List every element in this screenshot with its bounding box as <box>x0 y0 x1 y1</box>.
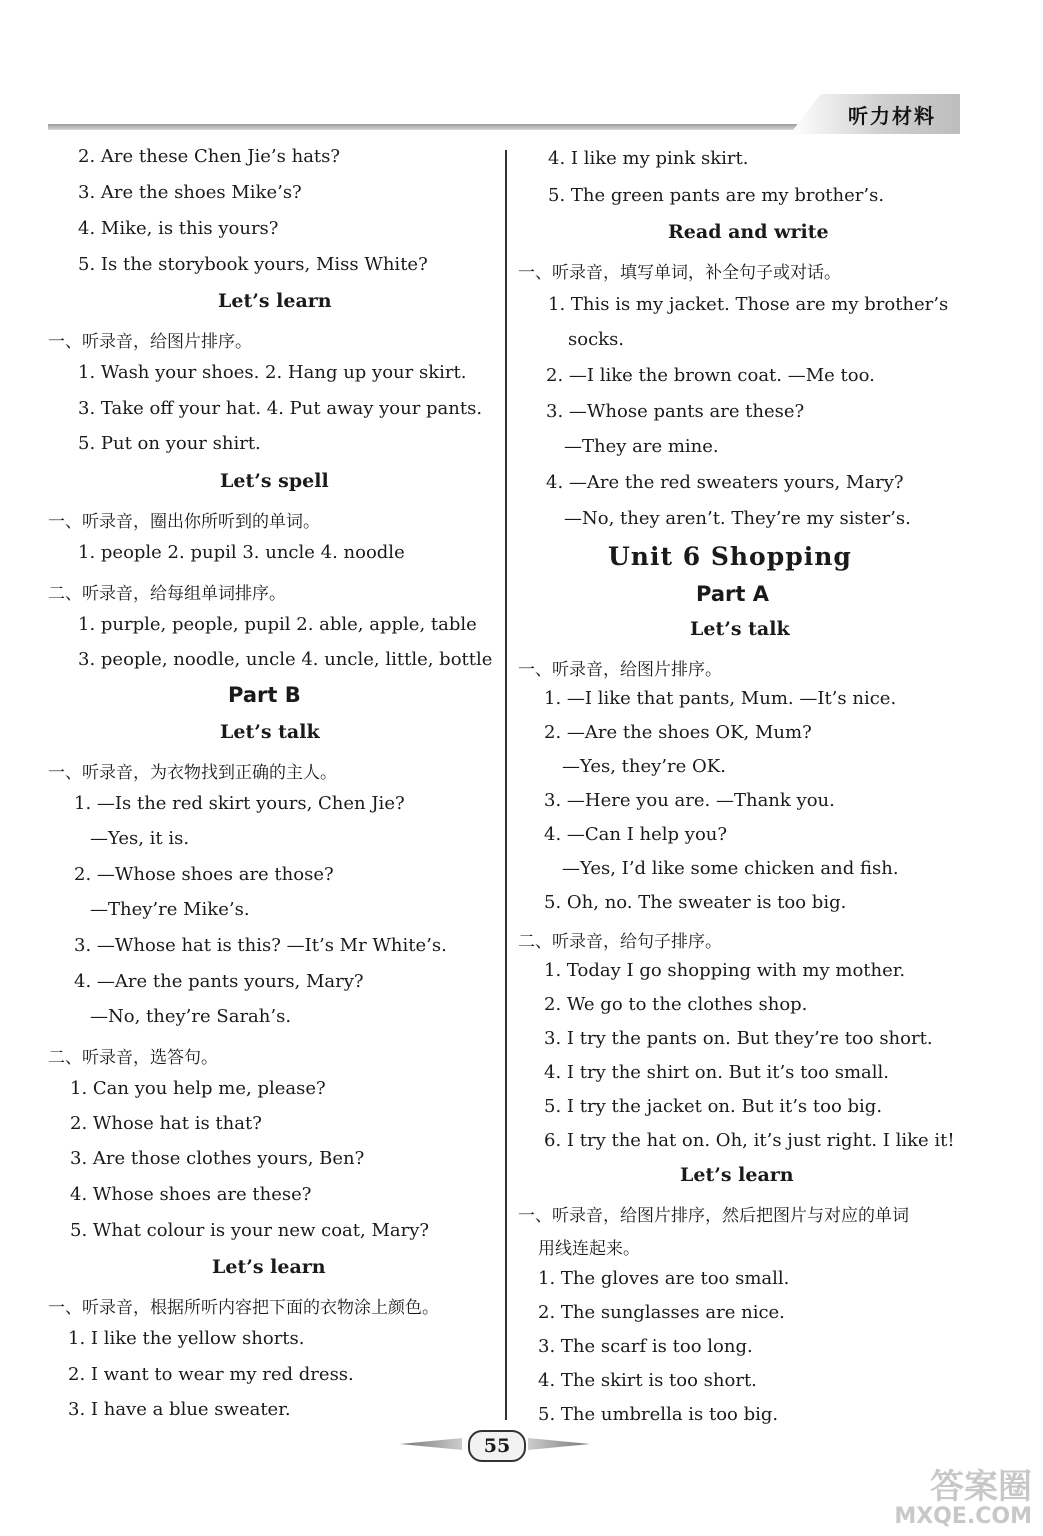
line: 1. Wash your shoes. 2. Hang up your skirt. <box>78 362 467 383</box>
line: —No, they aren’t. They’re my sister’s. <box>564 508 911 529</box>
instruction: 一、听录音，圈出你所听到的单词。 <box>48 512 320 532</box>
line: 3. Are the shoes Mike’s? <box>78 182 302 203</box>
instruction: 一、听录音，给图片排序。 <box>48 332 252 352</box>
section-heading: Let’s learn <box>680 1164 794 1186</box>
header-rule <box>48 124 808 130</box>
line: 1. I like the yellow shorts. <box>68 1328 305 1349</box>
line: 3. Take off your hat. 4. Put away your pants. <box>78 398 483 419</box>
line: 5. Oh, no. The sweater is too big. <box>544 892 847 913</box>
section-heading: Read and write <box>668 221 829 243</box>
ornament-left-icon <box>400 1438 462 1450</box>
line: 2. —Whose shoes are those? <box>74 864 334 885</box>
line: 3. The scarf is too long. <box>538 1336 753 1357</box>
line: 1. —Is the red skirt yours, Chen Jie? <box>74 793 405 814</box>
line: 5. Put on your shirt. <box>78 433 261 454</box>
line: 6. I try the hat on. Oh, it’s just right. I like it! <box>544 1130 955 1151</box>
column-divider <box>505 150 507 1420</box>
instruction: 用线连起来。 <box>538 1239 640 1259</box>
section-heading: Let’s learn <box>212 1256 326 1278</box>
line: 5. What colour is your new coat, Mary? <box>70 1220 430 1241</box>
ornament-right-icon <box>528 1438 590 1450</box>
instruction: 一、听录音，给图片排序，然后把图片与对应的单词 <box>518 1206 909 1226</box>
line: 1. Today I go shopping with my mother. <box>544 960 906 981</box>
instruction: 二、听录音，给每组单词排序。 <box>48 584 286 604</box>
watermark-sub: MXQE.COM <box>894 1504 1032 1529</box>
page-header-title: 听力材料 <box>848 104 936 128</box>
line: 3. —Whose hat is this? —It’s Mr White’s. <box>74 935 447 956</box>
watermark-logo <box>862 1467 1032 1530</box>
line: 2. —I like the brown coat. —Me too. <box>546 365 875 386</box>
line: —Yes, they’re OK. <box>562 756 726 777</box>
line: 1. This is my jacket. Those are my brother’s <box>548 294 949 315</box>
line: 5. Is the storybook yours, Miss White? <box>78 254 428 275</box>
line: 1. people 2. pupil 3. uncle 4. noodle <box>78 542 405 563</box>
line: 5. I try the jacket on. But it’s too big. <box>544 1096 883 1117</box>
line: 3. I try the pants on. But they’re too short. <box>544 1028 933 1049</box>
line: socks. <box>568 329 625 350</box>
line: —They are mine. <box>564 436 719 457</box>
line: 4. Whose shoes are these? <box>70 1184 312 1205</box>
line: 4. —Are the pants yours, Mary? <box>74 971 364 992</box>
line: 2. We go to the clothes shop. <box>544 994 808 1015</box>
instruction: 一、听录音，填写单词，补全句子或对话。 <box>518 263 841 283</box>
instruction: 一、听录音，为衣物找到正确的主人。 <box>48 763 337 783</box>
line: 3. Are those clothes yours, Ben? <box>70 1148 365 1169</box>
line: —They’re Mike’s. <box>90 899 250 920</box>
line: 1. —I like that pants, Mum. —It’s nice. <box>544 688 897 709</box>
unit-title: Unit 6 Shopping <box>608 542 852 571</box>
instruction: 二、听录音，给句子排序。 <box>518 932 722 952</box>
line: —No, they’re Sarah’s. <box>90 1006 292 1027</box>
section-heading: Let’s learn <box>218 290 332 312</box>
line: 1. Can you help me, please? <box>70 1078 326 1099</box>
line: 3. people, noodle, uncle 4. uncle, little, bottle <box>78 649 493 670</box>
line: 4. The skirt is too short. <box>538 1370 757 1391</box>
line: 1. The gloves are too small. <box>538 1268 790 1289</box>
page-number: 55 <box>468 1430 526 1462</box>
line: —Yes, I’d like some chicken and fish. <box>562 858 899 879</box>
line: 4. —Can I help you? <box>544 824 728 845</box>
section-heading: Let’s talk <box>220 721 320 743</box>
watermark-main: 答案圈 <box>930 1467 1032 1507</box>
line: 4. I try the shirt on. But it’s too small. <box>544 1062 890 1083</box>
part-heading: Part B <box>228 683 301 707</box>
line: 4. Mike, is this yours? <box>78 218 279 239</box>
instruction: 二、听录音，选答句。 <box>48 1048 218 1068</box>
line: —Yes, it is. <box>90 828 190 849</box>
line: 2. Are these Chen Jie’s hats? <box>78 146 341 167</box>
line: 1. purple, people, pupil 2. able, apple, table <box>78 614 477 635</box>
line: 4. —Are the red sweaters yours, Mary? <box>546 472 904 493</box>
instruction: 一、听录音，给图片排序。 <box>518 660 722 680</box>
section-heading: Let’s spell <box>220 470 329 492</box>
line: 2. —Are the shoes OK, Mum? <box>544 722 812 743</box>
part-heading: Part A <box>696 582 769 606</box>
section-heading: Let’s talk <box>690 618 790 640</box>
line: 3. —Here you are. —Thank you. <box>544 790 835 811</box>
line: 3. I have a blue sweater. <box>68 1399 291 1420</box>
line: 4. I like my pink skirt. <box>548 148 749 169</box>
line: 3. —Whose pants are these? <box>546 401 805 422</box>
line: 2. I want to wear my red dress. <box>68 1364 354 1385</box>
page-footer <box>400 1430 590 1460</box>
line: 2. Whose hat is that? <box>70 1113 262 1134</box>
line: 2. The sunglasses are nice. <box>538 1302 785 1323</box>
line: 5. The green pants are my brother’s. <box>548 185 885 206</box>
line: 5. The umbrella is too big. <box>538 1404 779 1425</box>
instruction: 一、听录音，根据所听内容把下面的衣物涂上颜色。 <box>48 1298 439 1318</box>
